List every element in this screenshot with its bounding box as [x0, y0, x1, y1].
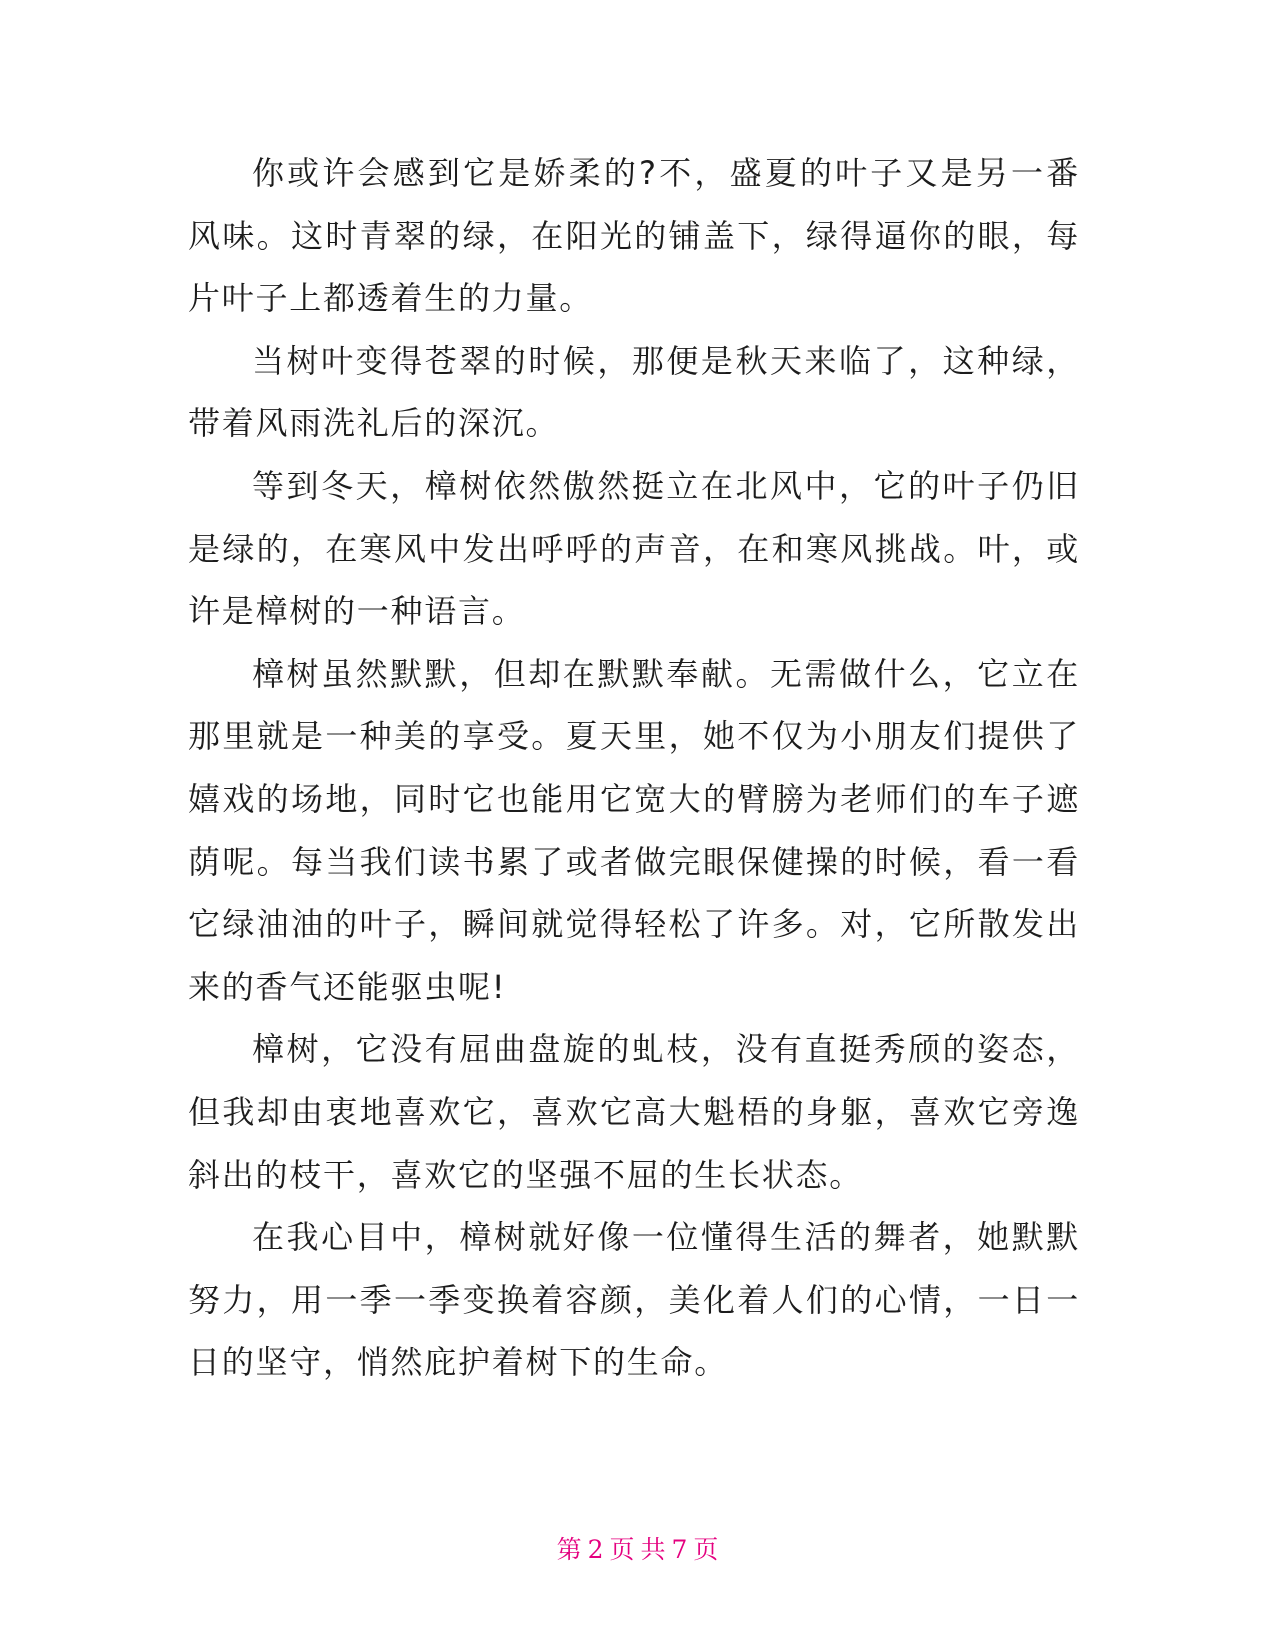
- paragraph-admiration: 樟树，它没有屈曲盘旋的虬枝，没有直挺秀颀的姿态，但我却由衷地喜欢它，喜欢它高大魁梧的身躯，喜欢它旁逸斜出的枝干，喜欢它的坚强不屈的生长状态。: [188, 1030, 1080, 1194]
- paragraph-dancer: 在我心目中，樟树就好像一位懂得生活的舞者，她默默努力，用一季一季变换着容颜，美化着人们的心情，一日一日的坚守，悄然庇护着树下的生命。: [188, 1218, 1080, 1382]
- paragraph-summer-leaves: 你或许会感到它是娇柔的?不，盛夏的叶子又是另一番风味。这时青翠的绿，在阳光的铺盖下，绿得逼你的眼，每片叶子上都透着生的力量。: [188, 154, 1080, 318]
- footer-total-word: 共: [640, 1535, 666, 1564]
- document-body: [188, 142, 1080, 1394]
- footer-prefix: 第: [556, 1535, 582, 1564]
- paragraph-autumn: 当树叶变得苍翠的时候，那便是秋天来临了，这种绿，带着风雨洗礼后的深沉。: [188, 341, 1080, 443]
- footer-current-page: 2: [587, 1535, 604, 1564]
- footer-total-pages: 7: [671, 1535, 688, 1564]
- paragraph-winter: 等到冬天，樟树依然傲然挺立在北风中，它的叶子仍旧是绿的，在寒风中发出呼呼的声音，在和寒风挑战。叶，或许是樟树的一种语言。: [188, 466, 1080, 631]
- footer-page-word: 页: [609, 1535, 635, 1564]
- paragraph-dedication: 樟树虽然默默，但却在默默奉献。无需做什么，它立在那里就是一种美的享受。夏天里，她不仅为小朋友们提供了嬉戏的场地，同时它也能用它宽大的臂膀为老师们的车子遮荫呢。每当我们读书累了或者做完眼保健操的时候，看一看它绿油油的叶子，瞬间就觉得轻松了许多。对，它所散发出来的香气还能驱虫呢!: [188, 654, 1080, 1006]
- footer-suffix: 页: [693, 1535, 719, 1564]
- page-footer: [0, 1530, 1275, 1566]
